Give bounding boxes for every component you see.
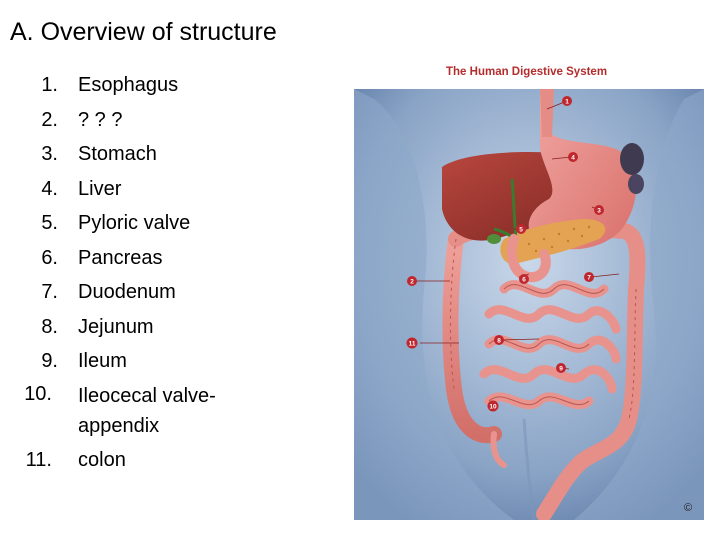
list-item: [18, 275, 216, 310]
list-number: 6.: [41, 246, 58, 269]
digestive-system-drawing: [354, 89, 704, 520]
svg-text:9: 9: [559, 365, 563, 373]
list-number: 2.: [41, 108, 58, 131]
list-text: Ileocecal valve-: [78, 384, 216, 407]
list-number: 5.: [41, 212, 58, 234]
list-item: [18, 241, 216, 276]
list-item: [18, 137, 216, 172]
list-number: 4.: [41, 177, 58, 200]
callout-2: [407, 276, 417, 286]
svg-text:6: 6: [522, 276, 526, 284]
list-number: 10.: [24, 382, 52, 405]
list-text-continuation: appendix: [78, 414, 160, 437]
svg-text:3: 3: [597, 207, 601, 215]
callout-7: [584, 272, 594, 282]
list-number: 8.: [41, 315, 58, 338]
callout-11: [407, 338, 418, 349]
list-number: 9.: [41, 350, 58, 372]
svg-text:5: 5: [519, 226, 523, 234]
list-number: 7.: [41, 281, 58, 303]
list-text: colon: [78, 448, 126, 471]
list-number: 3.: [41, 143, 58, 165]
callout-4: [568, 152, 578, 162]
list-item: [18, 443, 216, 478]
copyright-mark: ©: [684, 502, 693, 514]
list-text: Liver: [78, 177, 122, 200]
svg-text:8: 8: [497, 337, 501, 345]
list-number: 1.: [41, 74, 58, 96]
svg-text:2: 2: [410, 278, 414, 286]
callout-3: [594, 205, 604, 215]
figure-title: The Human Digestive System: [446, 66, 608, 78]
svg-text:10: 10: [489, 403, 497, 411]
list-text: Jejunum: [78, 315, 154, 338]
list-item: [18, 172, 216, 207]
slide-title: A. Overview of structure: [10, 18, 277, 46]
svg-text:1: 1: [565, 98, 569, 106]
structure-list: [18, 68, 216, 477]
list-text: Esophagus: [78, 74, 179, 96]
list-text: Ileum: [78, 350, 127, 372]
callout-8: [494, 335, 504, 345]
callout-5: [516, 224, 526, 234]
list-item: [18, 310, 216, 345]
callout-10: [488, 401, 499, 412]
list-item: [18, 206, 216, 241]
list-text: Stomach: [78, 143, 157, 165]
list-item: [18, 379, 216, 443]
list-text: Duodenum: [78, 281, 176, 303]
digestive-system-illustration: [354, 89, 704, 520]
list-text: Pyloric valve: [78, 212, 191, 234]
list-item: [18, 103, 216, 138]
callout-1: [562, 96, 572, 106]
list-text: Pancreas: [78, 246, 163, 269]
svg-text:11: 11: [408, 340, 416, 348]
list-text: ? ? ?: [78, 108, 123, 131]
list-item: [18, 344, 216, 379]
svg-text:7: 7: [587, 274, 591, 282]
list-number: 11.: [25, 448, 52, 471]
callout-9: [556, 363, 566, 373]
svg-text:4: 4: [571, 154, 575, 162]
list-item: [18, 68, 216, 103]
callout-6: [519, 274, 529, 284]
